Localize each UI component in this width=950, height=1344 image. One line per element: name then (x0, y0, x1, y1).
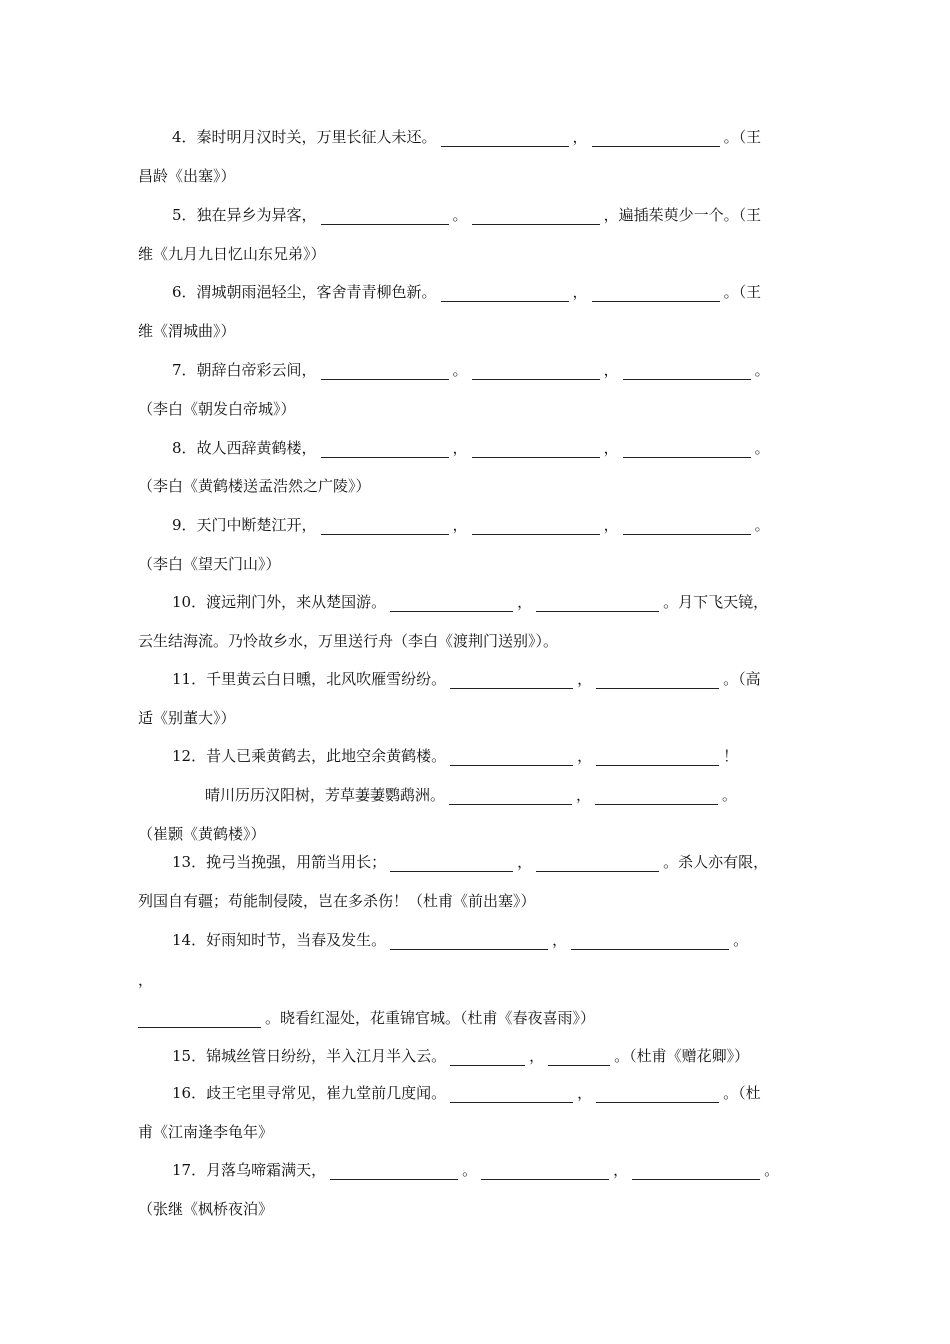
question-8: 8．故人西辞黄鹤楼， ， ， 。 (172, 439, 770, 457)
question-5: 5．独在异乡为异客， 。 ，遍插茱萸少一个。（王 (172, 206, 762, 224)
question-5-source: 维《九月九日忆山东兄弟》） (138, 245, 326, 263)
answer-blank[interactable] (321, 364, 449, 380)
question-16: 16．歧王宅里寻常见，崔九堂前几度闻。 ， 。（杜 (172, 1084, 761, 1102)
question-14-stray-comma: ， (138, 971, 154, 989)
question-16-source: 甫《江南逢李龟年》 (138, 1123, 274, 1141)
answer-blank[interactable] (472, 209, 600, 225)
answer-blank[interactable] (441, 131, 569, 147)
answer-blank[interactable] (536, 596, 659, 612)
question-13-continuation: 列国自有疆；苟能制侵陵，岂在多杀伤！（杜甫《前出塞》） (138, 892, 536, 910)
answer-blank[interactable] (623, 442, 751, 458)
answer-blank[interactable] (450, 673, 573, 689)
question-14: 14．好雨知时节，当春及发生。 ， 。 (172, 931, 749, 949)
answer-blank[interactable] (536, 856, 659, 872)
question-10: 10．渡远荆门外，来从楚国游。 ， 。月下飞天镜， (172, 593, 769, 611)
answer-blank[interactable] (481, 1164, 609, 1180)
answer-blank[interactable] (623, 364, 751, 380)
answer-blank[interactable] (450, 1087, 573, 1103)
answer-blank[interactable] (548, 1050, 610, 1066)
answer-blank[interactable] (321, 442, 449, 458)
answer-blank[interactable] (592, 131, 720, 147)
question-12: 12．昔人已乘黄鹤去，此地空余黄鹤楼。 ， ！ (172, 747, 739, 765)
answer-blank[interactable] (623, 519, 751, 535)
answer-blank[interactable] (472, 364, 600, 380)
answer-blank[interactable] (595, 789, 718, 805)
answer-blank[interactable] (390, 934, 548, 950)
answer-blank[interactable] (472, 519, 600, 535)
question-4: 4．秦时明月汉时关，万里长征人未还。 ， 。（王 (172, 128, 762, 146)
answer-blank[interactable] (632, 1164, 760, 1180)
answer-blank[interactable] (596, 1087, 719, 1103)
answer-blank[interactable] (138, 1012, 261, 1028)
question-13: 13．挽弓当挽强，用箭当用长； ， 。杀人亦有限， (172, 853, 769, 871)
question-7-source: （李白《朝发白帝城》） (138, 400, 296, 418)
answer-blank[interactable] (592, 286, 720, 302)
question-14-continuation: 。晓看红湿处，花重锦官城。（杜甫《春夜喜雨》） (138, 1008, 595, 1028)
question-7: 7．朝辞白帝彩云间， 。 ， 。 (172, 361, 770, 379)
answer-blank[interactable] (390, 856, 513, 872)
question-9-source: （李白《望天门山》） (138, 555, 281, 573)
question-12-source: （崔颢《黄鹤楼》） (138, 825, 266, 843)
question-11-source: 适《别董大》） (138, 709, 236, 727)
answer-blank[interactable] (449, 789, 572, 805)
question-17: 17．月落乌啼霜满天， 。 ， 。 (172, 1161, 780, 1179)
question-10-continuation: 云生结海流。乃怜故乡水，万里送行舟（李白《渡荆门送别》）。 (138, 632, 559, 650)
answer-blank[interactable] (596, 750, 719, 766)
answer-blank[interactable] (330, 1164, 458, 1180)
answer-blank[interactable] (321, 519, 449, 535)
question-6: 6．渭城朝雨浥轻尘，客舍青青柳色新。 ， 。（王 (172, 283, 762, 301)
question-6-source: 维《渭城曲》） (138, 322, 236, 340)
question-12-line-2: 晴川历历汉阳树，芳草萋萋鹦鹉洲。 ， 。 (205, 786, 738, 804)
answer-blank[interactable] (571, 934, 729, 950)
question-4-source: 昌龄《出塞》） (138, 167, 236, 185)
answer-blank[interactable] (472, 442, 600, 458)
answer-blank[interactable] (450, 1050, 525, 1066)
answer-blank[interactable] (390, 596, 513, 612)
question-9: 9．天门中断楚江开， ， ， 。 (172, 516, 770, 534)
answer-blank[interactable] (596, 673, 719, 689)
answer-blank[interactable] (441, 286, 569, 302)
answer-blank[interactable] (450, 750, 573, 766)
question-15: 15．锦城丝管日纷纷，半入江月半入云。 ， 。（杜甫《赠花卿》） (172, 1047, 750, 1065)
answer-blank[interactable] (321, 209, 449, 225)
question-17-source: （张继《枫桥夜泊》 (138, 1200, 274, 1218)
question-8-source: （李白《黄鹤楼送孟浩然之广陵》） (138, 477, 371, 495)
question-11: 11．千里黄云白日曛，北风吹雁雪纷纷。 ， 。（高 (172, 670, 761, 688)
